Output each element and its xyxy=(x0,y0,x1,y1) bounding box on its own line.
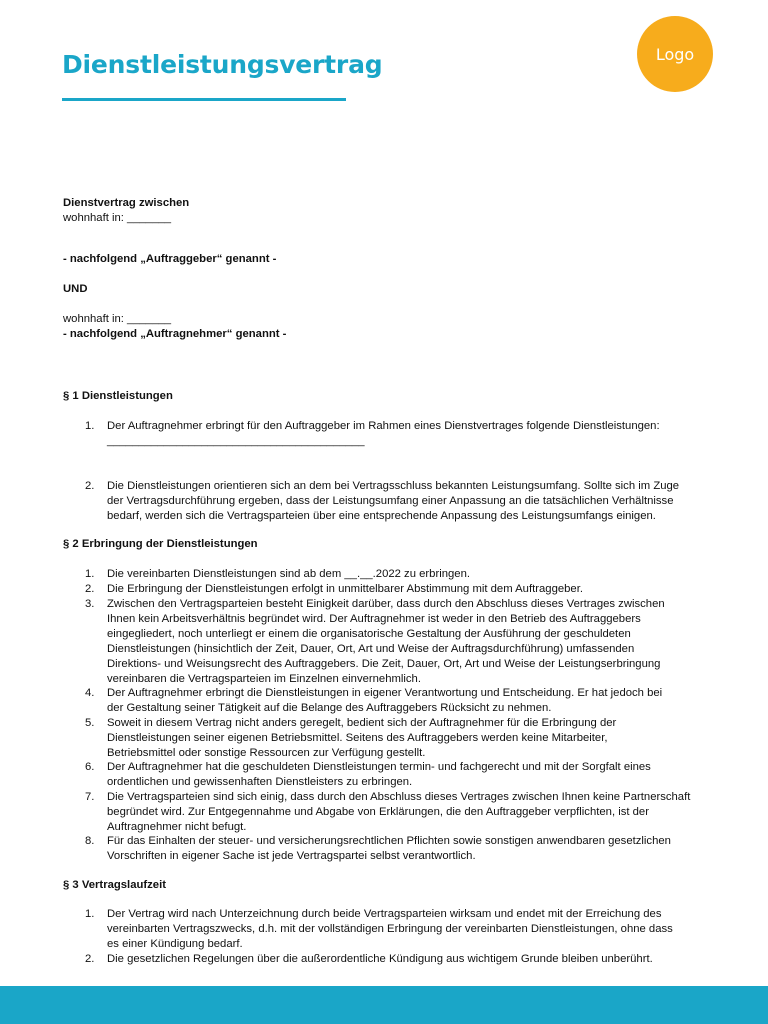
client-designation: - nachfolgend „Auftraggeber“ genannt - xyxy=(63,253,277,265)
title-underline xyxy=(62,98,346,101)
list-number: 1. xyxy=(85,420,95,432)
contract-intro: Dienstvertrag zwischen xyxy=(63,197,190,209)
list-item: Der Auftragnehmer erbringt für den Auftraggeber im Rahmen eines Dienstvertrages folgende Dienstleistungen: _________________________________________ xyxy=(107,420,660,447)
list-item: Der Vertrag wird nach Unterzeichnung durch beide Vertragsparteien wirksam und endet mit der Erreichung des vereinbarten Vertragszwecks, d.h. mit der vollständigen Erbringung der vereinbarten Dienstleistungen, ohne dass es einer Kündigung bedarf. xyxy=(107,908,673,950)
list-item: Für das Einhalten der steuer- und versicherungsrechtlichen Pflichten sowie sonstigen anwendbaren gesetzlichen Vorschriften in eigener Sache ist jede Vertragspartei selbst verantwortlich. xyxy=(107,835,671,862)
list-number: 2. xyxy=(85,953,95,965)
list-item: Der Auftragnehmer hat die geschuldeten Dienstleistungen termin- und fachgerecht und mit der Sorgfalt eines ordentlichen und gewissenhaften Dienstleisters zu erbringen. xyxy=(107,761,651,788)
list-item: Die vereinbarten Dienstleistungen sind ab dem __.__.2022 zu erbringen. xyxy=(107,568,470,580)
and-label: UND xyxy=(63,283,88,295)
list-item: Die gesetzlichen Regelungen über die außerordentliche Kündigung aus wichtigem Grunde bleiben unberührt. xyxy=(107,953,653,965)
list-number: 1. xyxy=(85,908,95,920)
contractor-designation: - nachfolgend „Auftragnehmer“ genannt - xyxy=(63,328,287,340)
list-number: 5. xyxy=(85,717,95,729)
list-number: 3. xyxy=(85,598,95,610)
section-heading: § 1 Dienstleistungen xyxy=(63,390,173,402)
list-item: Die Erbringung der Dienstleistungen erfolgt in unmittelbarer Abstimmung mit dem Auftraggeber. xyxy=(107,583,583,595)
list-number: 2. xyxy=(85,480,95,492)
list-item: Zwischen den Vertragsparteien besteht Einigkeit darüber, dass durch den Abschluss dieses Vertrages zwischen Ihnen kein Arbeitsverhältnis begründet wird. Der Auftragnehmer ist weder in den Betrieb des Auftraggebers eingegliedert, noch unterliegt er einem die organisatorische Gestaltung der Ausführung der geschuldeten Dienstleistungen (hinsichtlich der Zeit, Dauer, Ort, Art und Weise der Auftragsdurchführung) umfassenden Direktions- und Weisungsrecht des Auftraggebers. Die Zeit, Dauer, Ort, Art und Weise der Leistungserbringung vereinbaren die Vertragsparteien im Einzelnen einvernehmlich. xyxy=(107,598,665,685)
list-number: 1. xyxy=(85,568,95,580)
list-number: 6. xyxy=(85,761,95,773)
page-title: Dienstleistungsvertrag xyxy=(62,50,383,79)
list-number: 4. xyxy=(85,687,95,699)
section-heading: § 2 Erbringung der Dienstleistungen xyxy=(63,538,258,550)
list-number: 7. xyxy=(85,791,95,803)
contractor-residence: wohnhaft in: _______ xyxy=(63,313,172,325)
list-number: 2. xyxy=(85,583,95,595)
list-item: Die Dienstleistungen orientieren sich an dem bei Vertragsschluss bekannten Leistungsumfang. Sollte sich im Zuge der Vertragsdurchführung ergeben, dass der Leistungsumfang einer Anpassung an die tatsächlichen Verhältnisse bedarf, werden sich die Vertragsparteien über eine entsprechende Anpassung des Leistungsumfangs einigen. xyxy=(107,480,680,522)
logo: Logo xyxy=(637,16,713,92)
list-item: Soweit in diesem Vertrag nicht anders geregelt, bedient sich der Auftragnehmer für die Erbringung der Dienstleistungen seiner eigenen Betriebsmittel. Seitens des Auftraggebers werden keine Mitarbeiter, Betriebsmittel oder sonstige Ressourcen zur Verfügung gestellt. xyxy=(107,717,617,759)
client-residence: wohnhaft in: _______ xyxy=(63,212,172,224)
list-number: 8. xyxy=(85,835,95,847)
footer-bar xyxy=(0,986,768,1024)
section-heading: § 3 Vertragslaufzeit xyxy=(63,879,166,891)
list-item: Die Vertragsparteien sind sich einig, dass durch den Abschluss dieses Vertrages zwischen Ihnen keine Partnerschaft begründet wird. Zur Entgegennahme und Abgabe von Erklärungen, die den Auftraggeber verpflichten, ist der Auftragnehmer nicht befugt. xyxy=(107,791,691,833)
list-item: Der Auftragnehmer erbringt die Dienstleistungen in eigener Verantwortung und Entscheidung. Er hat jedoch bei der Gestaltung seiner Tätigkeit auf die Belange des Auftraggebers Rücksicht zu nehmen. xyxy=(107,687,663,714)
